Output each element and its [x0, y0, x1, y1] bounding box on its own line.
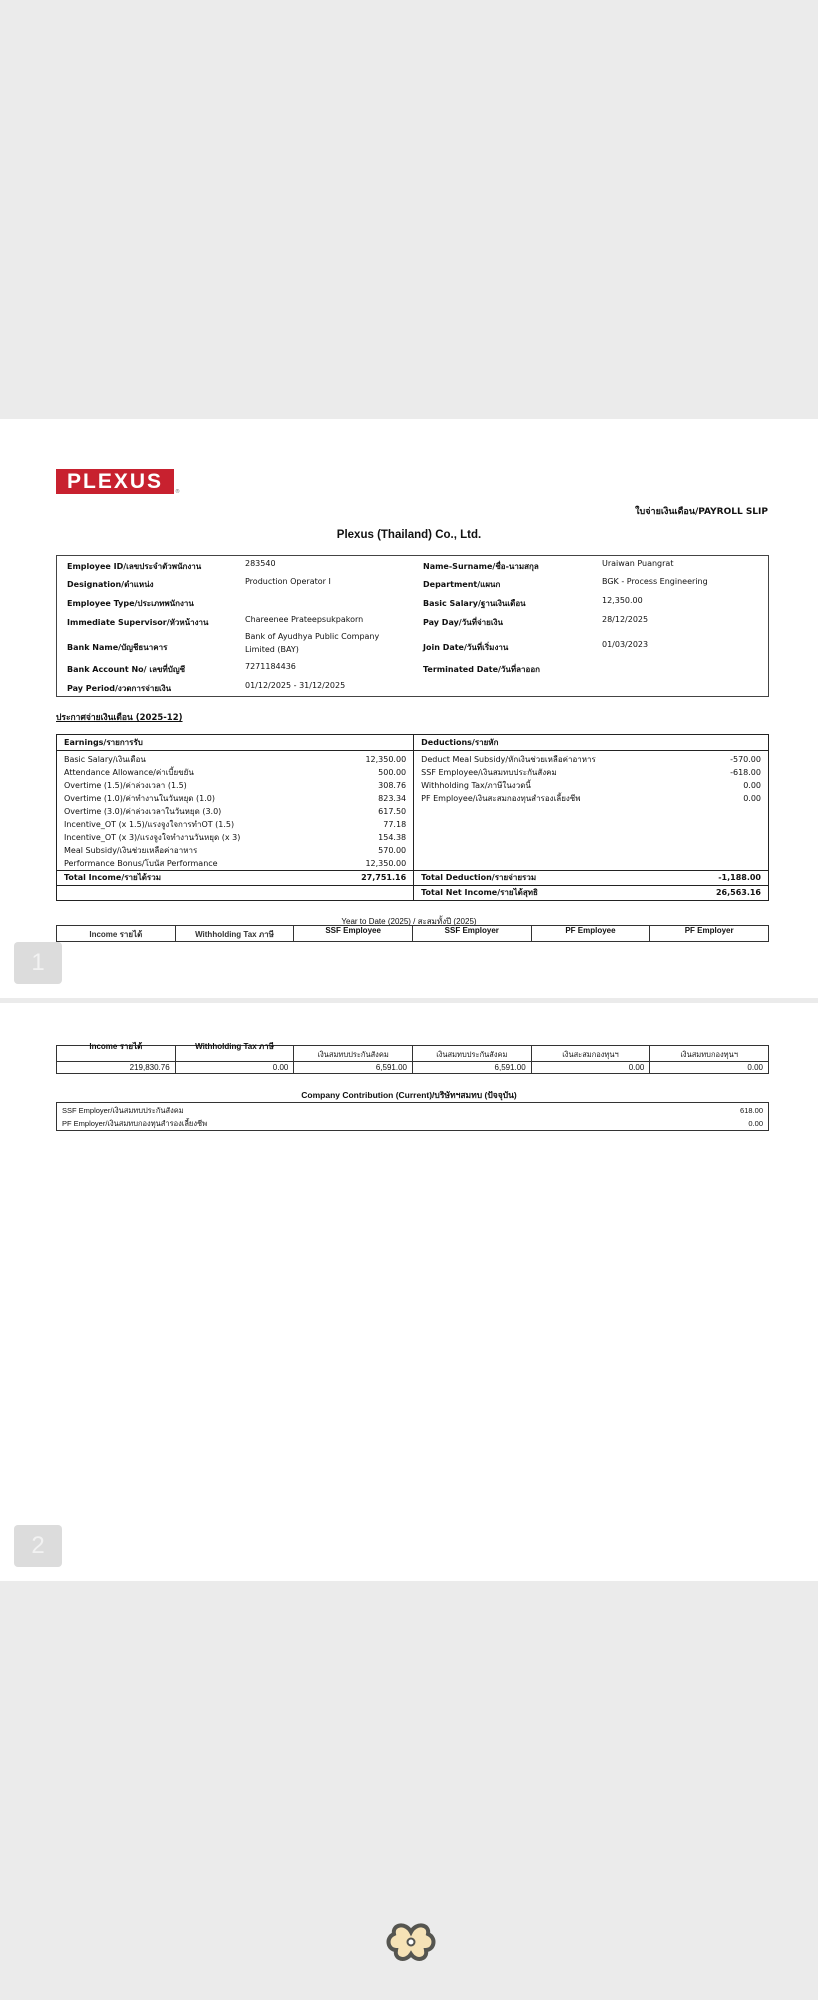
table-row: [57, 750, 768, 766]
department-value: BGK - Process Engineering: [602, 577, 708, 586]
table-header-row: [57, 735, 768, 750]
ytd-col-income-cont: [57, 1042, 176, 1062]
pay-period-label: Pay Period/งวดการจ่ายเงิน: [67, 684, 172, 693]
pdf-page-2: [0, 1003, 818, 1581]
deduction-amount: 0.00: [743, 780, 761, 790]
page-number-badge-2: 2: [14, 1525, 62, 1567]
earning-label: Overtime (1.5)/ค่าล่วงเวลา (1.5): [64, 780, 187, 790]
earning-amount: 823.34: [329, 792, 414, 805]
bank-account-value: 7271184436: [245, 662, 296, 671]
supervisor-value: Chareenee Prateepsukpakorn: [245, 615, 364, 624]
ytd-tax-value: 0.00: [175, 1062, 294, 1074]
deductions-header: Deductions/รายหัก: [414, 735, 768, 750]
earning-amount: 308.76: [329, 779, 414, 792]
total-income-label: Total Income/รายได้รวม: [57, 870, 329, 885]
earning-amount: 500.00: [329, 766, 414, 779]
ytd-col-ssf-employer-th: เงินสมทบประกันสังคม: [413, 1046, 532, 1062]
earning-label: Incentive_OT (x 1.5)/แรงจูงใจการทำOT (1.5): [64, 819, 235, 829]
earnings-header: Earnings/รายการรับ: [57, 735, 414, 750]
earning-label: Overtime (3.0)/ค่าล่วงเวลาในวันหยุด (3.0): [64, 806, 222, 816]
employee-id-label: Employee ID/เลขประจำตัวพนักงาน: [67, 562, 202, 571]
earning-amount: 77.18: [329, 818, 414, 831]
ytd-col-pf-employer-th: เงินสมทบกองทุนฯ: [650, 1046, 769, 1062]
logo-text: PLEXUS: [66, 469, 164, 493]
ytd-table-header-top: [56, 925, 769, 942]
earning-label: Meal Subsidy/เงินช่วยเหลือค่าอาหาร: [64, 845, 198, 855]
slip-title: ใบจ่ายเงินเดือน/PAYROLL SLIP: [635, 507, 768, 517]
ytd-ssf-employer-value: 6,591.00: [413, 1062, 532, 1074]
cc-label: PF Employer/เงินสมทบกองทุนสำรองเลี้ยงชีพ: [62, 1119, 208, 1128]
earning-amount: 12,350.00: [329, 750, 414, 766]
total-row: [57, 870, 768, 885]
deduction-label: Deduct Meal Subsidy/หักเงินช่วยเหลือค่าอาหาร: [421, 754, 596, 764]
ytd-col-pf-employee: PF Employee: [531, 926, 650, 942]
earning-amount: 12,350.00: [329, 857, 414, 871]
employee-type-label: Employee Type/ประเภทพนักงาน: [67, 599, 194, 608]
month-title: ประกาศจ่ายเงินเดือน (2025-12): [56, 713, 183, 723]
earning-label: Basic Salary/เงินเดือน: [64, 754, 146, 764]
table-row: [57, 805, 768, 818]
employee-id-value: 283540: [245, 559, 276, 568]
table-row: [57, 818, 768, 831]
employee-info-box: [56, 555, 769, 697]
earning-label: Overtime (1.0)/ค่าทำงานในวันหยุด (1.0): [64, 793, 215, 803]
ytd-col-tax: Withholding Tax ภาษี: [175, 926, 294, 942]
bank-name-value: Bank of Ayudhya Public Company: [245, 632, 380, 641]
pdf-page-1: [0, 419, 818, 998]
ytd-col-income: Income รายได้: [57, 926, 176, 942]
bank-name-label: Bank Name/บัญชีธนาคาร: [67, 643, 168, 652]
join-date-value: 01/03/2023: [602, 640, 649, 649]
ytd-col-pf-employer: PF Employer: [650, 926, 769, 942]
table-row: [57, 857, 768, 871]
deduction-amount: -618.00: [730, 767, 761, 777]
company-contribution-title: Company Contribution (Current)/บริษัทฯสมทบ (ปัจจุบัน): [301, 1090, 517, 1100]
ytd-ssf-employee-value: 6,591.00: [294, 1062, 413, 1074]
cc-amount: 0.00: [748, 1119, 763, 1128]
cc-amount: 618.00: [740, 1106, 763, 1115]
ytd-col-tax-text: Withholding Tax ภาษี: [195, 1042, 274, 1051]
ytd-col-ssf-employee-th: เงินสมทบประกันสังคม: [294, 1046, 413, 1062]
designation-value: Production Operator I: [245, 577, 331, 586]
bank-name-value-line2: Limited (BAY): [245, 645, 299, 654]
registered-mark: ®: [175, 489, 180, 495]
ytd-col-income-text: Income รายได้: [89, 1042, 143, 1051]
ytd-values-row: [57, 1062, 769, 1074]
earning-label: Performance Bonus/โบนัส Performance: [64, 858, 218, 868]
department-label: Department/แผนก: [423, 580, 501, 589]
ytd-title: Year to Date (2025) / สะสมทั้งปี (2025): [341, 917, 477, 926]
page-number-badge-1: 1: [14, 942, 62, 984]
ytd-col-ssf-employee: SSF Employee: [294, 926, 413, 942]
table-row: [57, 844, 768, 857]
designation-label: Designation/ตำแหน่ง: [67, 580, 154, 589]
total-income-value: 27,751.16: [329, 870, 414, 885]
deduction-amount: 0.00: [743, 793, 761, 803]
table-row: [57, 766, 768, 779]
net-income-value: 26,563.16: [684, 885, 768, 900]
ytd-pf-employer-value: 0.00: [650, 1062, 769, 1074]
name-value: Uraiwan Puangrat: [602, 559, 674, 568]
earning-label: Incentive_OT (x 3)/แรงจูงใจทำงานวันหยุด (x 3): [64, 832, 241, 842]
plexus-logo: [56, 469, 174, 494]
terminated-date-label: Terminated Date/วันที่ลาออก: [423, 665, 540, 674]
net-row: [57, 885, 768, 900]
table-row: [57, 831, 768, 844]
net-income-label: Total Net Income/รายได้สุทธิ: [414, 885, 684, 900]
earning-amount: 570.00: [329, 844, 414, 857]
table-row: [57, 792, 768, 805]
name-label: Name-Surname/ชื่อ-นามสกุล: [423, 562, 539, 571]
supervisor-label: Immediate Supervisor/หัวหน้างาน: [67, 618, 209, 627]
list-item: [57, 1104, 768, 1117]
pay-period-value: 01/12/2025 - 31/12/2025: [245, 681, 346, 690]
deduction-label: SSF Employee/เงินสมทบประกันสังคม: [421, 767, 557, 777]
ytd-income-value: 219,830.76: [57, 1062, 176, 1074]
total-deduction-value: -1,188.00: [684, 870, 768, 885]
earning-label: Attendance Allowance/ค่าเบี้ยขยัน: [64, 767, 194, 777]
basic-salary-label: Basic Salary/ฐานเงินเดือน: [423, 599, 526, 608]
ytd-pf-employee-value: 0.00: [531, 1062, 650, 1074]
bank-account-label: Bank Account No/ เลขที่บัญชี: [67, 665, 186, 674]
list-item: [57, 1117, 768, 1130]
earning-amount: 617.50: [329, 805, 414, 818]
earning-amount: 154.38: [329, 831, 414, 844]
deduction-amount: -570.00: [730, 754, 761, 764]
pay-day-value: 28/12/2025: [602, 615, 649, 624]
pay-day-label: Pay Day/วันที่จ่ายเงิน: [423, 618, 503, 627]
ytd-col-pf-employee-th: เงินสะสมกองทุนฯ: [531, 1046, 650, 1062]
ytd-col-ssf-employer: SSF Employer: [412, 926, 531, 942]
earnings-deductions-table: [56, 734, 769, 901]
company-name: Plexus (Thailand) Co., Ltd.: [336, 529, 482, 541]
deduction-label: PF Employee/เงินสะสมกองทุนสำรองเลี้ยงชีพ: [421, 793, 581, 803]
deduction-label: Withholding Tax/ภาษีในงวดนี้: [421, 780, 531, 790]
join-date-label: Join Date/วันที่เริ่มงาน: [423, 643, 509, 652]
ytd-table: [56, 1042, 769, 1074]
ytd-col-tax-cont: [175, 1042, 294, 1062]
flower-icon[interactable]: [386, 1920, 436, 1964]
cc-label: SSF Employer/เงินสมทบประกันสังคม: [62, 1106, 184, 1115]
total-deduction-label: Total Deduction/รายจ่ายรวม: [414, 870, 684, 885]
table-row: [57, 779, 768, 792]
basic-salary-value: 12,350.00: [602, 596, 643, 605]
company-contribution-box: [56, 1102, 769, 1131]
